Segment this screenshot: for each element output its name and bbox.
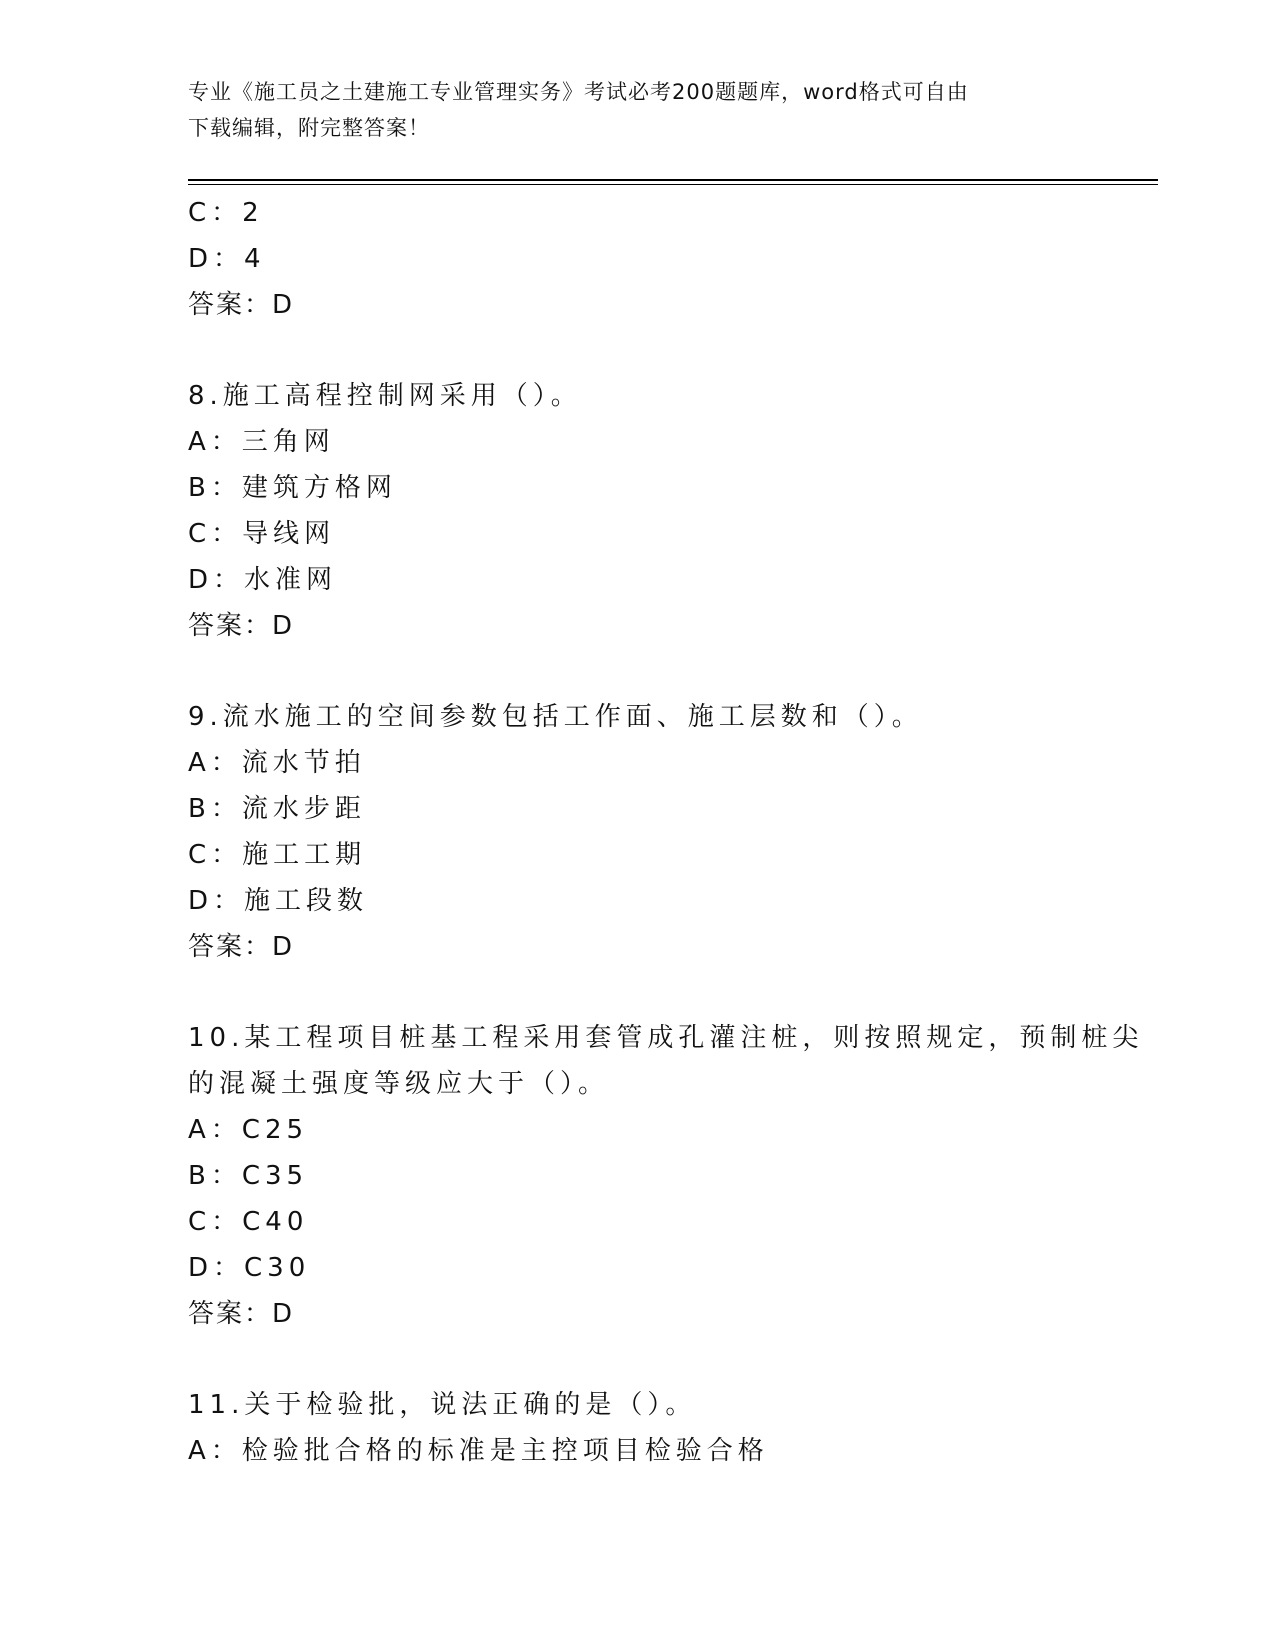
question-7-continuation <box>188 190 1158 328</box>
question-stem: 11.关于检验批，说法正确的是（）。 <box>188 1390 697 1420</box>
option-c: C：C40 <box>188 1207 309 1237</box>
option-d: D：水准网 <box>188 565 338 595</box>
option-b: B：建筑方格网 <box>188 473 397 503</box>
option-d: D：C30 <box>188 1253 311 1283</box>
answer-line: 答案：D <box>188 932 295 962</box>
option-a: A：C25 <box>188 1115 309 1145</box>
question-9 <box>188 694 1158 970</box>
question-8 <box>188 373 1158 649</box>
option-c: C：导线网 <box>188 519 336 549</box>
question-stem-line-1: 10.某工程项目桩基工程采用套管成孔灌注桩，则按照规定，预制桩尖 <box>188 1023 1144 1053</box>
option-d: D：施工段数 <box>188 886 369 916</box>
answer-line: 答案：D <box>188 611 295 641</box>
question-10 <box>188 1015 1158 1337</box>
header-title-line-2: 下载编辑，附完整答案！ <box>188 116 430 140</box>
question-stem: 8.施工高程控制网采用（）。 <box>188 381 582 411</box>
option-c: C：施工工期 <box>188 840 367 870</box>
question-stem-line-2: 的混凝土强度等级应大于（）。 <box>188 1069 610 1099</box>
option-a: A：三角网 <box>188 427 335 457</box>
option-c: C：2 <box>188 198 264 228</box>
question-list <box>188 190 1158 1474</box>
question-stem: 9.流水施工的空间参数包括工作面、施工层数和（）。 <box>188 702 923 732</box>
option-b: B：C35 <box>188 1161 309 1191</box>
header-rule-thin <box>188 184 1158 185</box>
header-rule-thick <box>188 179 1158 181</box>
answer-line: 答案：D <box>188 1299 295 1329</box>
option-a: A：流水节拍 <box>188 748 366 778</box>
answer-line: 答案：D <box>188 290 295 320</box>
option-b: B：流水步距 <box>188 794 366 824</box>
header-title-line-1: 专业《施工员之土建施工专业管理实务》考试必考200题题库，word格式可自由 <box>188 80 969 104</box>
document-header <box>188 74 1068 146</box>
option-a: A：检验批合格的标准是主控项目检验合格 <box>188 1436 769 1466</box>
option-d: D：4 <box>188 244 266 274</box>
question-11 <box>188 1382 1158 1474</box>
